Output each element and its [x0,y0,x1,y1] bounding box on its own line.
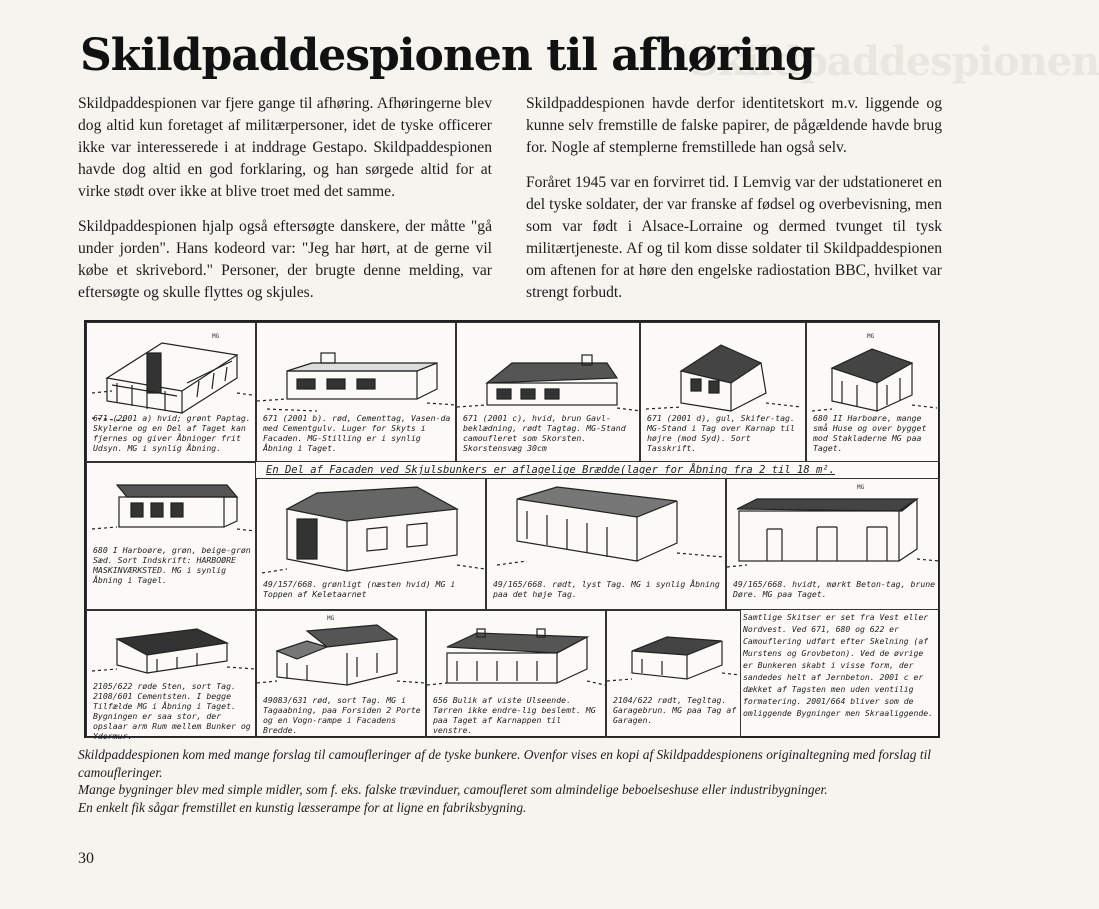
sketch-caption: 680 II Harboøre, mange små Huse og over bygget mod Stakladerne MG paa Taget. [813,413,927,453]
sketch-cell [606,610,741,738]
mg-label: MG [867,333,875,340]
sketch-caption: 671 (2001 c), hvid, brun Gavl-beklædning, rødt Tagtag. MG-Stand camoufleret som Skorsten. Skorstensvæg 30cm [463,413,626,453]
sketch-cell [86,322,256,462]
sketch-caption: 680 I Harboøre, grøn, beige-grøn Sæd. Sort Indskrift: HARBOØRE MASKINVÆRKSTED. MG i synlig Åbning i Tagel. [93,545,251,585]
sketch-cell [726,478,940,610]
figure-banner-text: En Del af Facaden ved Skjulsbunkers er aflagelige Brædde(lager for Åbning fra 2 til 18 m². [266,464,835,476]
sketch-caption: 671 (2001 d), gul, Skifer-tag. MG-Stand i Tag over Karnap til højre (mod Syd). Sort Tasskrift. [647,413,795,453]
sketch-legend-note: Samtlige Skitser er set fra Vest eller Nordvest. Ved 671, 680 og 622 er Camouflering udført efter Skelning (af Murstens og Grovbeton). Ved de øvrige er Bunkeren skabt i visse form, der sandedes helt af Jernbeton. 2001 c er dækket af Tagsten men uden ventilig formatering. 2001/664 bliver som de omliggende Bygninger men Skraaliggende. [743,612,934,718]
sketch-caption: 656 Bulik af viste Ulseende. Tørren ikke endre-lig beslemt. MG paa Taget af Karnappen til venstre. [433,695,596,735]
bleed-through-title: Skildpaddespionen [690,38,1099,85]
page-title: Skildpaddespionen til afhøring [80,30,815,81]
right-column [526,93,942,317]
sketch-caption: 49/157/668. grønligt (næsten hvid) MG i Toppen af Keletaarnet [263,579,456,599]
page-number: 30 [78,850,94,867]
figure-caption [78,746,942,816]
sketch-cell [806,322,940,462]
sketch-caption: 49/165/668. rødt, lyst Tag. MG i synlig Åbning paa det høje Tag. [493,579,720,599]
sketch-cell [86,462,256,610]
paragraph: Skildpaddespionen var fjere gange til afhøring. Afhøringerne blev dog altid kun foretaget af militærpersoner, idet de tyske officerer ikke var interesserede i at inddrage Gestapo. Skildpaddespionen havde dog altid en god forklaring, og han sørgede altid for at virke stødt over ikke at blive troet med det samme. [78,95,492,200]
sketch-cell [640,322,806,462]
sketch-cell [426,610,606,738]
sketch-cell [256,610,426,738]
sketch-caption: 671 (2001 a) hvid; grønt Paptag. Skylerne og en Del af Taget kan fjernes og giver Åbninger frit Udsyn. MG i synlig Åbning. [93,413,251,453]
paragraph: Skildpaddespionen havde derfor identitetskort m.v. liggende og kunne selv fremstille de falske papirer, de pågældende havde brug for. Nogle af stemplerne fremstillede han også selv. [526,95,942,156]
left-column [78,93,492,317]
paragraph: Foråret 1945 var en forvirret tid. I Lemvig var der udstationeret en del tyske soldater, der var franske af fødsel og overbevisning, men som var født i Alsace-Lorraine og dermed tvunget til tysk militærtjeneste. Af og til kom disse soldater til Skildpaddespionen om aftenen for at høre den engelske radiostation BBC, hvilket var strengt forbudt. [526,174,942,301]
sketch-cell [86,610,256,741]
sketch-caption: 2105/622 røde Sten, sort Tag. 2108/601 Cementsten. I begge Tilfælde MG i Åbning i Taget. Bygningen er saa stor, der opslaar arm Rum mellem Bunker og Ydermur. [93,681,251,741]
sketch-cell [256,322,456,462]
mg-label: MG [327,615,335,622]
sketch-cell [256,478,486,610]
sketch-caption: 49083/631 rød, sort Tag. MG i Tagaabning, paa Forsiden 2 Porte og en Vogn-rampe i Facadens Bredde. [263,695,421,735]
sketch-cell [456,322,640,462]
bunker-sketch-drawing [87,463,257,611]
sketch-caption: 49/165/668. hvidt, mørkt Beton-tag, brune Døre. MG paa Taget. [733,579,936,599]
paragraph: Skildpaddespionen hjalp også eftersøgte danskere, der måtte "gå under jorden". Hans kodeord var: "Jeg har hørt, at de gerne vil købe et skrivebord." Personer, der brugte denne melding, var eftersøgte og skulle flyttes og skjules. [78,218,492,301]
bunker-sketch-sheet [84,320,940,741]
sketch-caption: 2104/622 rødt, Tegltag. Garagebrun. MG paa Tag af Garagen. [613,695,737,725]
mg-label: MG [857,484,865,491]
sketch-caption: 671 (2001 b). rød, Cementtag, Vasen-da med Cementgulv. Luger for Skyts i Facaden. MG-Stilling er i synlig Åbning i Taget. [263,413,451,453]
sketch-cell [486,478,726,610]
caption-line: Skildpaddespionen kom med mange forslag til camoufleringer af de tyske bunkere. Ovenfor vises en kopi af Skildpaddespionens originaltegning med forslag til camoufleringer. [78,747,932,780]
caption-line: En enkelt fik sågar fremstillet en kunstig læsserampe for at ligne en fabriksbygning. [78,799,527,815]
mg-label: MG [212,333,220,340]
caption-line: Mange bygninger blev med simple midler, som f. eks. falske trævinduer, camoufleret som almindelige beboelseshuse eller industribygninger. [78,782,828,797]
